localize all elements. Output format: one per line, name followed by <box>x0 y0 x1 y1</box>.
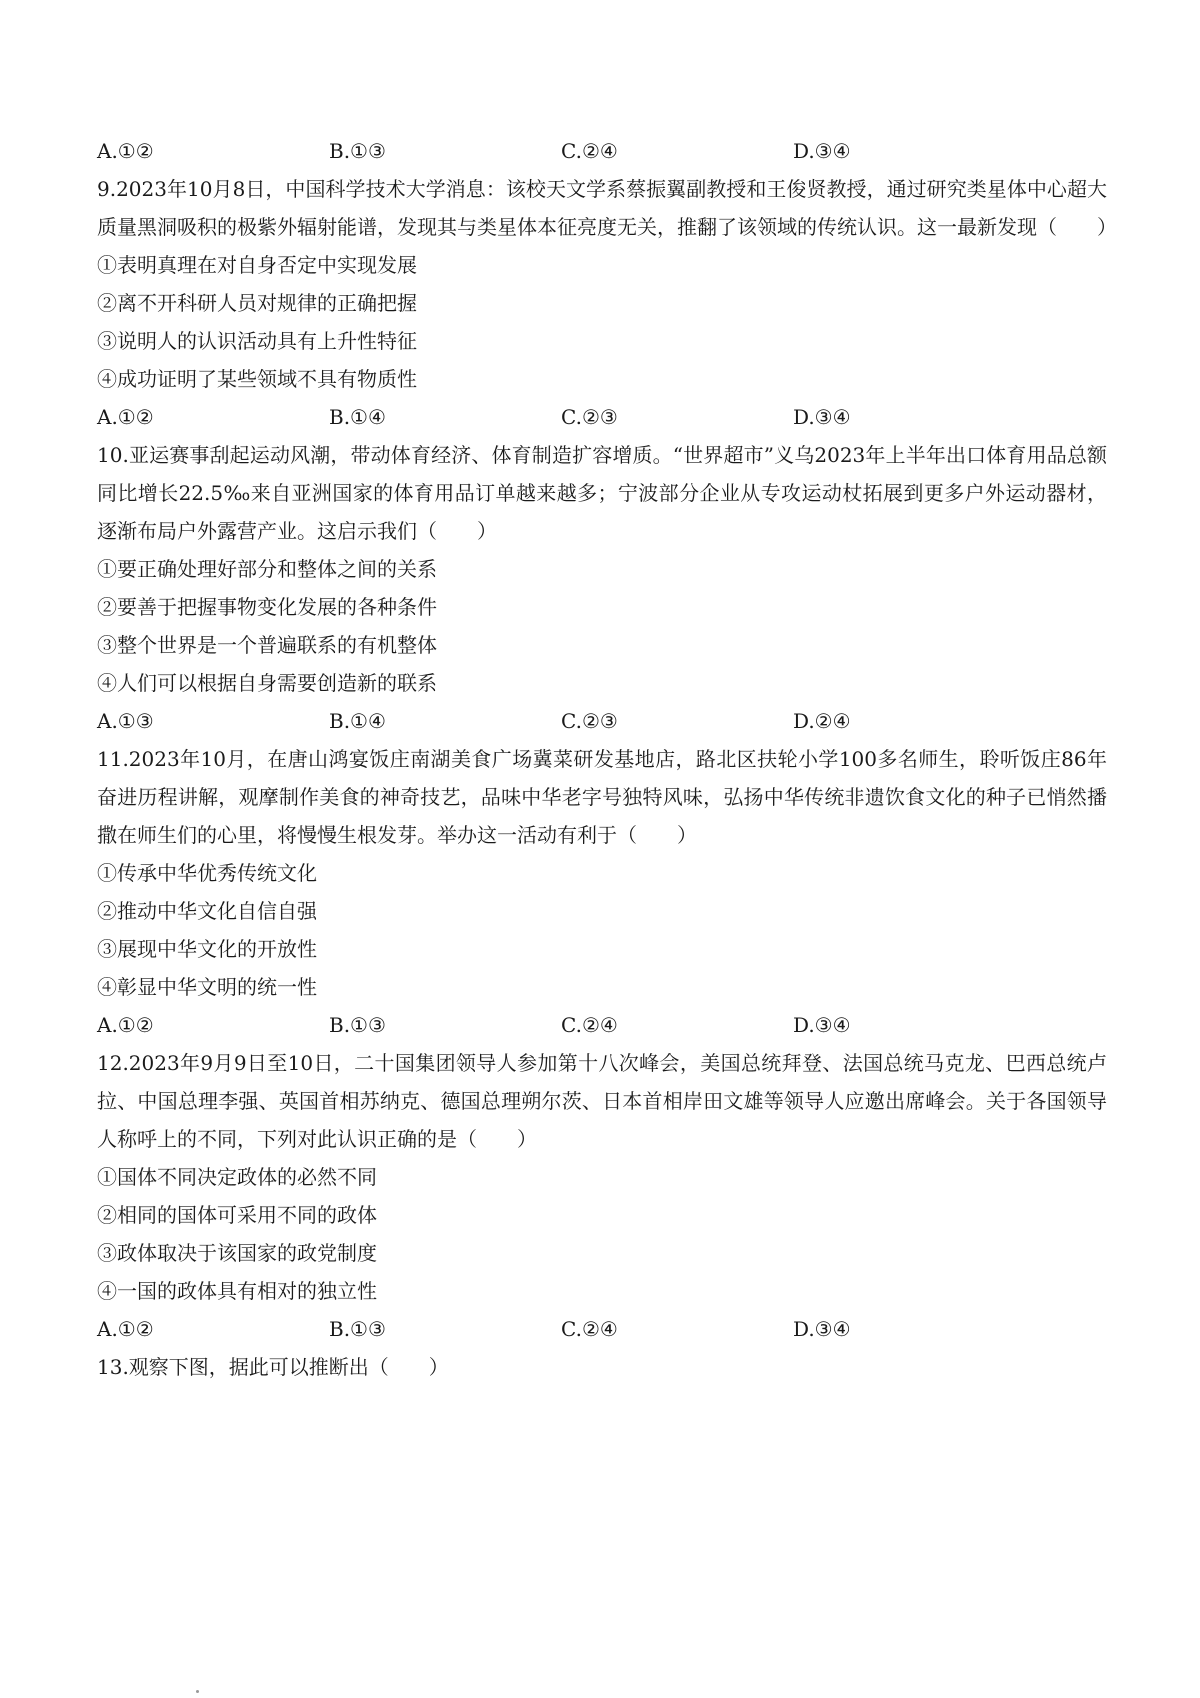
option-c: C.②④ <box>561 139 618 163</box>
option-d: D.③④ <box>793 405 851 429</box>
q9-item-1: ①表明真理在对自身否定中实现发展 <box>97 253 417 277</box>
q8-options <box>97 132 1107 170</box>
q10-item-3: ③整个世界是一个普遍联系的有机整体 <box>97 633 437 657</box>
q12-options <box>97 1310 1107 1348</box>
option-a: A.①② <box>97 1317 154 1341</box>
option-a: A.①③ <box>97 709 154 733</box>
q12-item-2: ②相同的国体可采用不同的政体 <box>97 1203 377 1227</box>
q9-stem: 9.2023年10月8日，中国科学技术大学消息：该校天文学系蔡振翼副教授和王俊贤教授，通过研究类星体中心超大质量黑洞吸积的极紫外辐射能谱，发现其与类星体本征亮度无关，推翻了该领域的传统认识。这一最新发现（ ） <box>97 177 1117 239</box>
q10-options <box>97 702 1107 740</box>
q11-item-1: ①传承中华优秀传统文化 <box>97 861 317 885</box>
q11-options <box>97 1006 1107 1044</box>
q9-item-4: ④成功证明了某些领域不具有物质性 <box>97 367 417 391</box>
option-b: B.①④ <box>329 709 386 733</box>
q11-item-4: ④彰显中华文明的统一性 <box>97 975 317 999</box>
option-b: B.①④ <box>329 405 386 429</box>
q11-item-3: ③展现中华文化的开放性 <box>97 937 317 961</box>
option-d: D.③④ <box>793 139 851 163</box>
option-c: C.②④ <box>561 1013 618 1037</box>
option-c: C.②③ <box>561 405 618 429</box>
q12-item-4: ④一国的政体具有相对的独立性 <box>97 1279 377 1303</box>
q10-item-1: ①要正确处理好部分和整体之间的关系 <box>97 557 437 581</box>
q10-item-2: ②要善于把握事物变化发展的各种条件 <box>97 595 437 619</box>
q9-options <box>97 398 1107 436</box>
footer-dot <box>196 1690 199 1693</box>
option-b: B.①③ <box>329 1317 386 1341</box>
q11-item-2: ②推动中华文化自信自强 <box>97 899 317 923</box>
option-a: A.①② <box>97 405 154 429</box>
option-d: D.③④ <box>793 1317 851 1341</box>
option-c: C.②③ <box>561 709 618 733</box>
q9-item-3: ③说明人的认识活动具有上升性特征 <box>97 329 417 353</box>
q10-stem: 10.亚运赛事刮起运动风潮，带动体育经济、体育制造扩容增质。“世界超市”义乌2023年上半年出口体育用品总额同比增长22.5‰来自亚洲国家的体育用品订单越来越多；宁波部分企业从专攻运动杖拓展到更多户外运动器材，逐渐布局户外露营产业。这启示我们（ ） <box>97 443 1107 543</box>
option-b: B.①③ <box>329 139 386 163</box>
option-a: A.①② <box>97 1013 154 1037</box>
q12-item-1: ①国体不同决定政体的必然不同 <box>97 1165 377 1189</box>
q10-item-4: ④人们可以根据自身需要创造新的联系 <box>97 671 437 695</box>
q9-item-2: ②离不开科研人员对规律的正确把握 <box>97 291 417 315</box>
option-d: D.③④ <box>793 1013 851 1037</box>
page-content <box>97 132 1117 1386</box>
option-d: D.②④ <box>793 709 851 733</box>
q11-stem: 11.2023年10月，在唐山鸿宴饭庄南湖美食广场冀菜研发基地店，路北区扶轮小学100多名师生，聆听饭庄86年奋进历程讲解，观摩制作美食的神奇技艺，品味中华老字号独特风味，弘扬中华传统非遗饮食文化的种子已悄然播撒在师生们的心里，将慢慢生根发芽。举办这一活动有利于（ ） <box>97 747 1107 847</box>
q12-stem: 12.2023年9月9日至10日，二十国集团领导人参加第十八次峰会，美国总统拜登、法国总统马克龙、巴西总统卢拉、中国总理李强、英国首相苏纳克、德国总理朔尔茨、日本首相岸田文雄等领导人应邀出席峰会。关于各国领导人称呼上的不同，下列对此认识正确的是（ ） <box>97 1051 1107 1151</box>
option-b: B.①③ <box>329 1013 386 1037</box>
option-a: A.①② <box>97 139 154 163</box>
q12-item-3: ③政体取决于该国家的政党制度 <box>97 1241 377 1265</box>
q13-stem: 13.观察下图，据此可以推断出（ ） <box>97 1355 449 1379</box>
option-c: C.②④ <box>561 1317 618 1341</box>
